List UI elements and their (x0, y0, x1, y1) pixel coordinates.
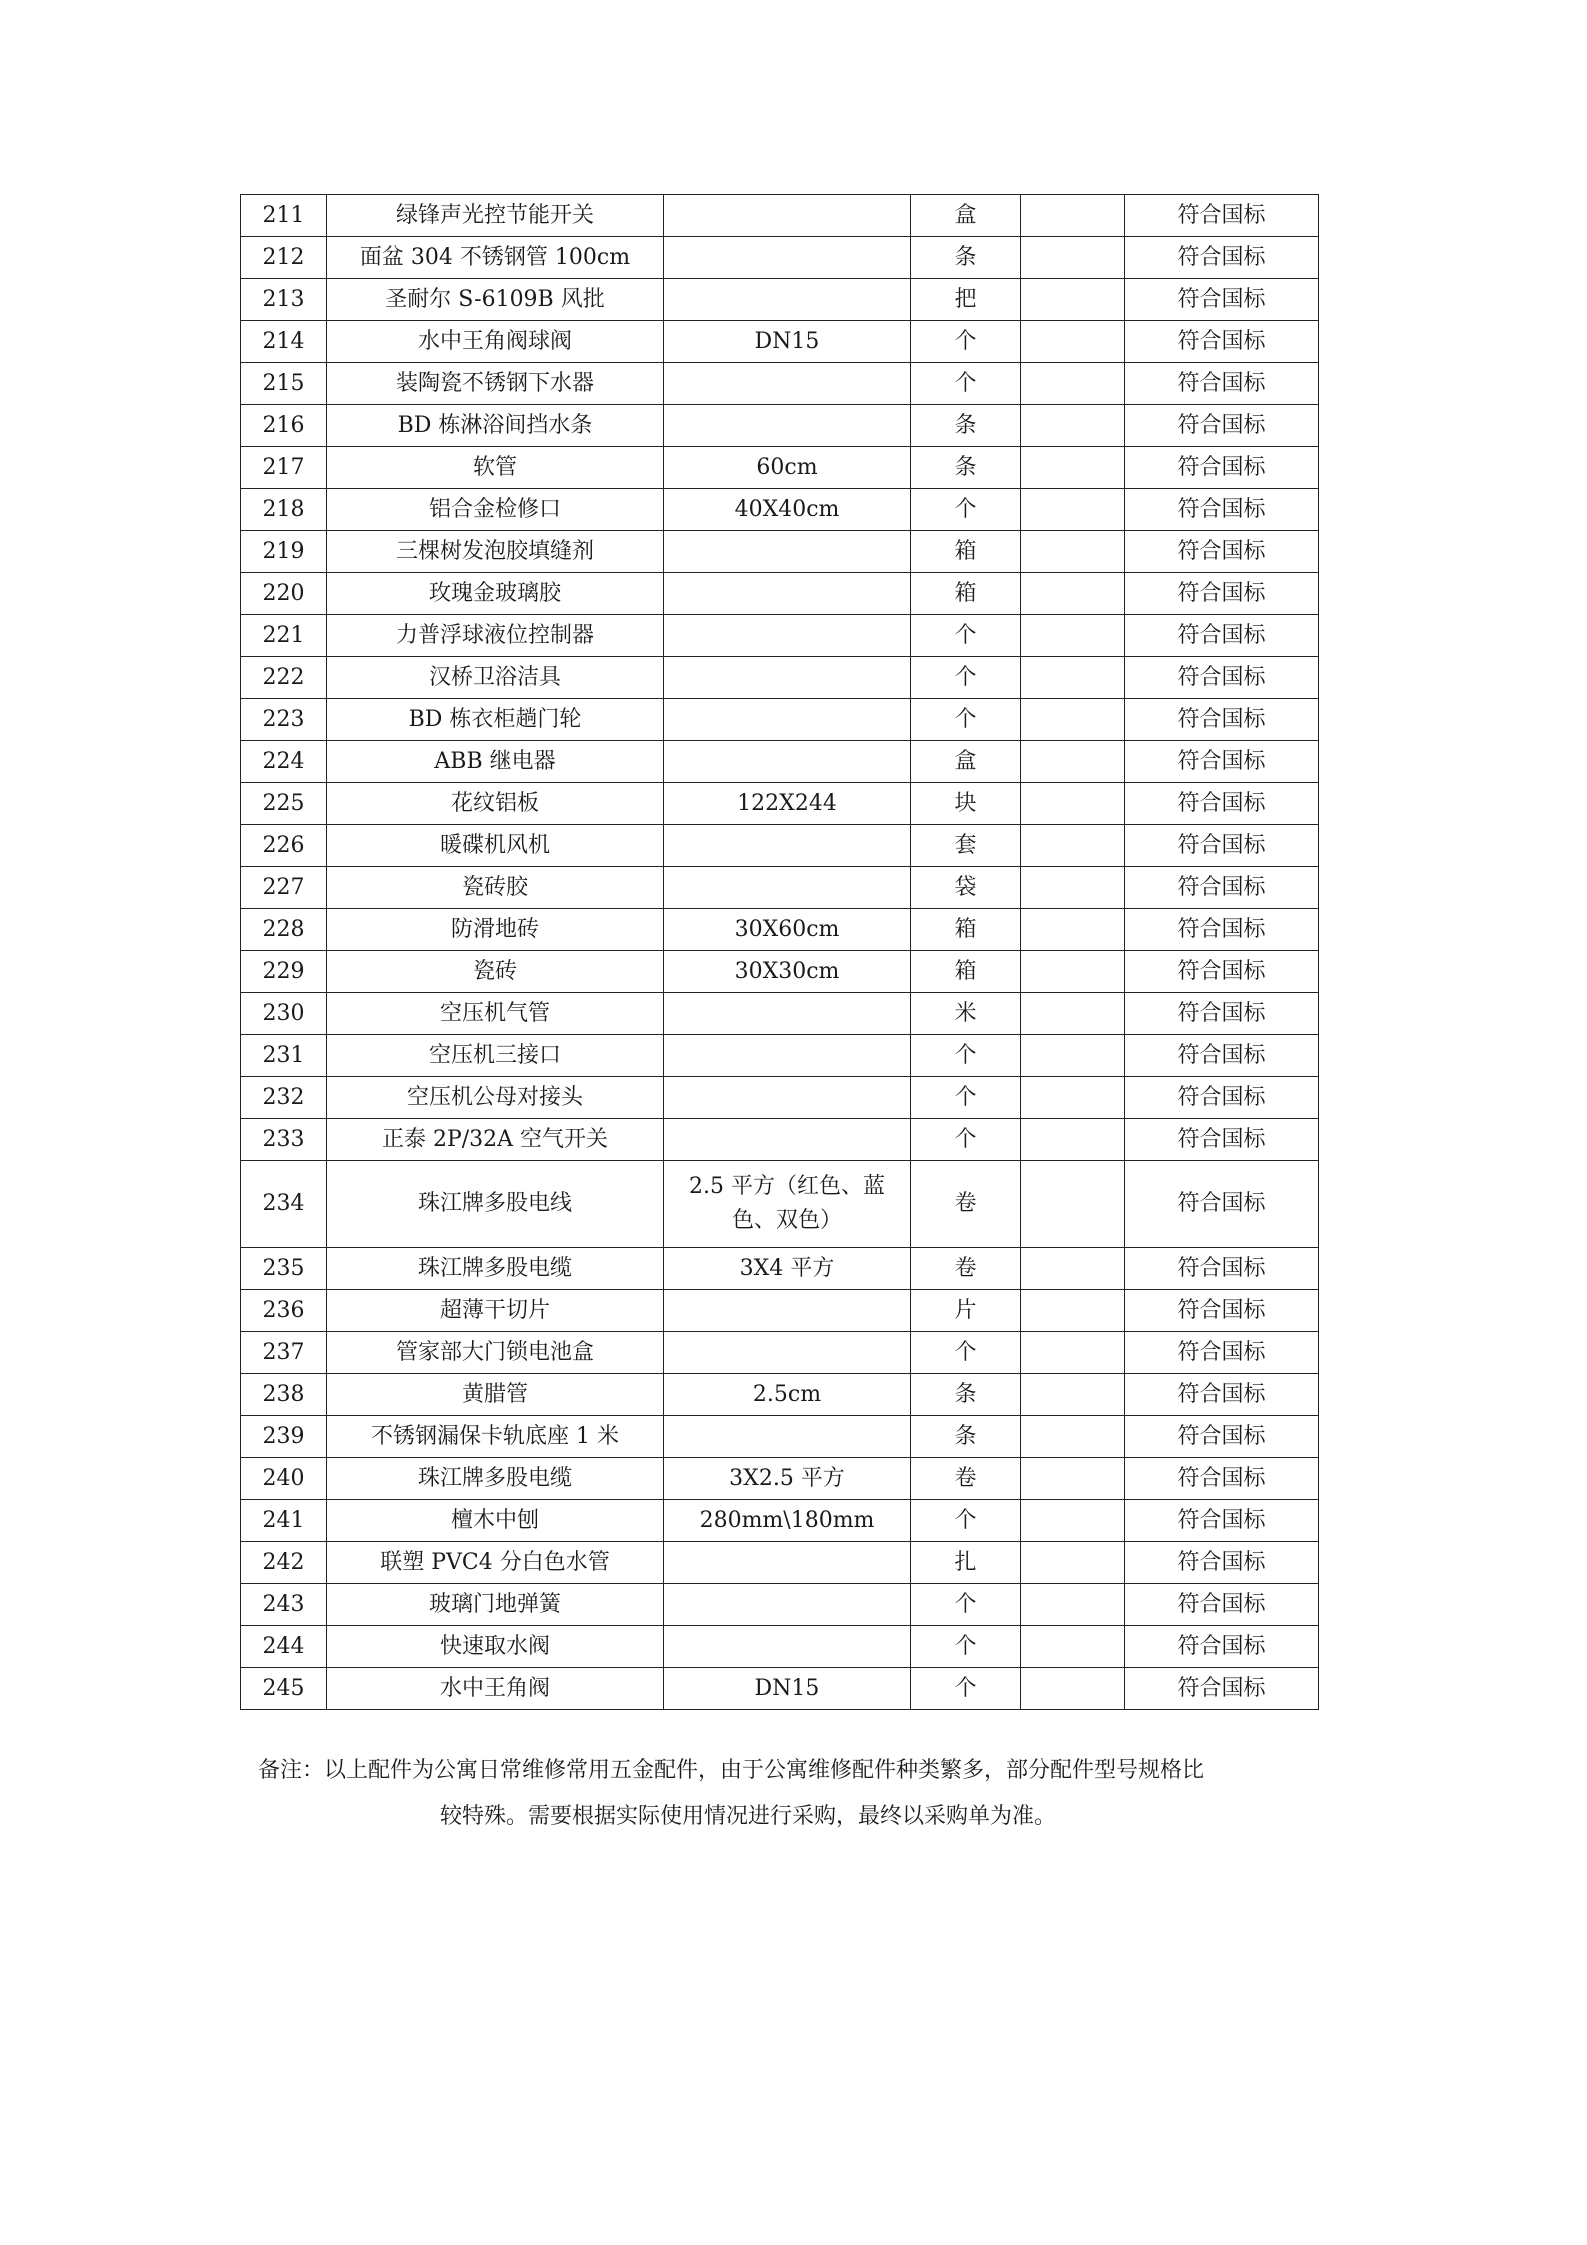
remarks-line-1: 备注：以上配件为公寓日常维修常用五金配件，由于公寓维修配件种类繁多，部分配件型号规格比 (258, 1758, 1205, 1783)
item-name: BD 栋淋浴间挡水条 (327, 405, 664, 447)
item-quantity (1021, 489, 1125, 531)
table-row (241, 531, 1319, 573)
item-name: 防滑地砖 (327, 909, 664, 951)
item-spec (664, 699, 911, 741)
item-unit: 米 (911, 993, 1021, 1035)
item-standard: 符合国标 (1125, 405, 1319, 447)
item-quantity (1021, 573, 1125, 615)
item-unit: 块 (911, 783, 1021, 825)
table-row (241, 363, 1319, 405)
item-standard: 符合国标 (1125, 573, 1319, 615)
item-quantity (1021, 1416, 1125, 1458)
item-quantity (1021, 909, 1125, 951)
item-quantity (1021, 1290, 1125, 1332)
item-quantity (1021, 825, 1125, 867)
item-standard: 符合国标 (1125, 1248, 1319, 1290)
item-name: 圣耐尔 S-6109B 风批 (327, 279, 664, 321)
item-name: 水中王角阀球阀 (327, 321, 664, 363)
item-quantity (1021, 405, 1125, 447)
item-quantity (1021, 615, 1125, 657)
parts-table-body (241, 195, 1319, 1710)
item-unit: 条 (911, 237, 1021, 279)
table-row (241, 447, 1319, 489)
item-number: 243 (241, 1584, 327, 1626)
item-standard: 符合国标 (1125, 195, 1319, 237)
item-number: 217 (241, 447, 327, 489)
item-quantity (1021, 1626, 1125, 1668)
item-number: 242 (241, 1542, 327, 1584)
item-quantity (1021, 531, 1125, 573)
item-standard: 符合国标 (1125, 237, 1319, 279)
item-standard: 符合国标 (1125, 1668, 1319, 1710)
item-standard: 符合国标 (1125, 783, 1319, 825)
item-quantity (1021, 1161, 1125, 1248)
item-quantity (1021, 1374, 1125, 1416)
item-name: 不锈钢漏保卡轨底座 1 米 (327, 1416, 664, 1458)
item-unit: 卷 (911, 1458, 1021, 1500)
table-row (241, 1248, 1319, 1290)
item-standard: 符合国标 (1125, 1290, 1319, 1332)
item-number: 236 (241, 1290, 327, 1332)
item-unit: 个 (911, 1332, 1021, 1374)
item-quantity (1021, 1077, 1125, 1119)
item-standard: 符合国标 (1125, 279, 1319, 321)
item-spec (664, 531, 911, 573)
table-row (241, 867, 1319, 909)
item-standard: 符合国标 (1125, 993, 1319, 1035)
item-spec (664, 1584, 911, 1626)
item-unit: 个 (911, 321, 1021, 363)
item-unit: 袋 (911, 867, 1021, 909)
item-unit: 条 (911, 1374, 1021, 1416)
item-standard: 符合国标 (1125, 951, 1319, 993)
item-quantity (1021, 1119, 1125, 1161)
table-row (241, 489, 1319, 531)
item-spec: 2.5cm (664, 1374, 911, 1416)
item-quantity (1021, 1035, 1125, 1077)
item-unit: 个 (911, 1500, 1021, 1542)
item-standard: 符合国标 (1125, 1374, 1319, 1416)
item-quantity (1021, 1500, 1125, 1542)
item-spec (664, 1542, 911, 1584)
item-spec: 280mm\180mm (664, 1500, 911, 1542)
item-number: 235 (241, 1248, 327, 1290)
table-row (241, 1542, 1319, 1584)
item-quantity (1021, 741, 1125, 783)
item-spec (664, 1416, 911, 1458)
item-standard: 符合国标 (1125, 1161, 1319, 1248)
item-number: 222 (241, 657, 327, 699)
table-row (241, 741, 1319, 783)
item-name: 铝合金检修口 (327, 489, 664, 531)
item-standard: 符合国标 (1125, 1035, 1319, 1077)
table-row (241, 1500, 1319, 1542)
item-spec (664, 279, 911, 321)
item-number: 234 (241, 1161, 327, 1248)
item-number: 213 (241, 279, 327, 321)
item-name: 软管 (327, 447, 664, 489)
item-standard: 符合国标 (1125, 1500, 1319, 1542)
item-spec (664, 825, 911, 867)
item-unit: 个 (911, 657, 1021, 699)
item-standard: 符合国标 (1125, 867, 1319, 909)
item-name: 汉桥卫浴洁具 (327, 657, 664, 699)
item-standard: 符合国标 (1125, 489, 1319, 531)
item-unit: 把 (911, 279, 1021, 321)
parts-table (240, 194, 1319, 1710)
item-standard: 符合国标 (1125, 615, 1319, 657)
item-name: 三棵树发泡胶填缝剂 (327, 531, 664, 573)
table-row (241, 825, 1319, 867)
table-row (241, 1374, 1319, 1416)
table-row (241, 573, 1319, 615)
item-name: ABB 继电器 (327, 741, 664, 783)
item-name: 瓷砖胶 (327, 867, 664, 909)
item-quantity (1021, 867, 1125, 909)
item-standard: 符合国标 (1125, 909, 1319, 951)
item-quantity (1021, 195, 1125, 237)
item-standard: 符合国标 (1125, 741, 1319, 783)
item-unit: 箱 (911, 531, 1021, 573)
item-name: 珠江牌多股电线 (327, 1161, 664, 1248)
item-unit: 个 (911, 699, 1021, 741)
table-row (241, 321, 1319, 363)
item-standard: 符合国标 (1125, 699, 1319, 741)
item-quantity (1021, 1458, 1125, 1500)
item-spec: 40X40cm (664, 489, 911, 531)
item-unit: 个 (911, 363, 1021, 405)
table-row (241, 279, 1319, 321)
item-quantity (1021, 447, 1125, 489)
item-name: 瓷砖 (327, 951, 664, 993)
table-row (241, 783, 1319, 825)
item-quantity (1021, 951, 1125, 993)
item-number: 221 (241, 615, 327, 657)
item-quantity (1021, 1542, 1125, 1584)
item-unit: 个 (911, 1626, 1021, 1668)
table-row (241, 1035, 1319, 1077)
item-spec (664, 741, 911, 783)
table-row (241, 1077, 1319, 1119)
item-standard: 符合国标 (1125, 321, 1319, 363)
item-name: 珠江牌多股电缆 (327, 1248, 664, 1290)
item-spec (664, 1035, 911, 1077)
table-row (241, 657, 1319, 699)
item-number: 218 (241, 489, 327, 531)
item-number: 238 (241, 1374, 327, 1416)
item-number: 226 (241, 825, 327, 867)
item-name: 空压机三接口 (327, 1035, 664, 1077)
item-number: 227 (241, 867, 327, 909)
table-row (241, 699, 1319, 741)
item-spec (664, 1077, 911, 1119)
table-row (241, 405, 1319, 447)
item-name: 花纹铝板 (327, 783, 664, 825)
remarks-note (240, 1748, 1318, 1840)
item-standard: 符合国标 (1125, 1077, 1319, 1119)
item-number: 215 (241, 363, 327, 405)
table-row (241, 909, 1319, 951)
item-name: 珠江牌多股电缆 (327, 1458, 664, 1500)
item-spec (664, 363, 911, 405)
item-name: 黄腊管 (327, 1374, 664, 1416)
item-number: 223 (241, 699, 327, 741)
item-spec (664, 195, 911, 237)
item-quantity (1021, 1584, 1125, 1626)
item-unit: 个 (911, 1119, 1021, 1161)
item-name: BD 栋衣柜趟门轮 (327, 699, 664, 741)
item-spec (664, 573, 911, 615)
item-number: 229 (241, 951, 327, 993)
item-standard: 符合国标 (1125, 531, 1319, 573)
table-row (241, 1290, 1319, 1332)
item-standard: 符合国标 (1125, 657, 1319, 699)
item-spec (664, 1119, 911, 1161)
table-row (241, 951, 1319, 993)
item-spec (664, 237, 911, 279)
item-unit: 卷 (911, 1161, 1021, 1248)
item-number: 240 (241, 1458, 327, 1500)
item-spec: 30X60cm (664, 909, 911, 951)
table-row (241, 1332, 1319, 1374)
item-number: 244 (241, 1626, 327, 1668)
item-name: 正泰 2P/32A 空气开关 (327, 1119, 664, 1161)
item-unit: 卷 (911, 1248, 1021, 1290)
item-name: 联塑 PVC4 分白色水管 (327, 1542, 664, 1584)
item-unit: 箱 (911, 909, 1021, 951)
item-name: 水中王角阀 (327, 1668, 664, 1710)
item-number: 230 (241, 993, 327, 1035)
item-name: 装陶瓷不锈钢下水器 (327, 363, 664, 405)
item-name: 空压机气管 (327, 993, 664, 1035)
item-number: 224 (241, 741, 327, 783)
table-row (241, 1626, 1319, 1668)
item-spec (664, 993, 911, 1035)
item-standard: 符合国标 (1125, 1542, 1319, 1584)
table-row (241, 993, 1319, 1035)
item-quantity (1021, 1332, 1125, 1374)
item-unit: 片 (911, 1290, 1021, 1332)
item-number: 233 (241, 1119, 327, 1161)
item-unit: 个 (911, 489, 1021, 531)
item-number: 241 (241, 1500, 327, 1542)
item-quantity (1021, 1248, 1125, 1290)
item-number: 239 (241, 1416, 327, 1458)
item-unit: 盒 (911, 195, 1021, 237)
item-standard: 符合国标 (1125, 447, 1319, 489)
item-unit: 盒 (911, 741, 1021, 783)
item-standard: 符合国标 (1125, 1416, 1319, 1458)
item-name: 玻璃门地弹簧 (327, 1584, 664, 1626)
table-row (241, 1458, 1319, 1500)
item-standard: 符合国标 (1125, 1458, 1319, 1500)
item-number: 225 (241, 783, 327, 825)
item-spec (664, 657, 911, 699)
item-spec: DN15 (664, 1668, 911, 1710)
item-name: 力普浮球液位控制器 (327, 615, 664, 657)
item-quantity (1021, 321, 1125, 363)
item-unit: 套 (911, 825, 1021, 867)
table-row (241, 1161, 1319, 1248)
item-spec (664, 1626, 911, 1668)
item-spec: 60cm (664, 447, 911, 489)
item-unit: 个 (911, 1077, 1021, 1119)
item-standard: 符合国标 (1125, 825, 1319, 867)
table-row (241, 195, 1319, 237)
item-unit: 条 (911, 1416, 1021, 1458)
item-spec: DN15 (664, 321, 911, 363)
item-spec (664, 1332, 911, 1374)
item-number: 228 (241, 909, 327, 951)
item-standard: 符合国标 (1125, 363, 1319, 405)
item-name: 玫瑰金玻璃胶 (327, 573, 664, 615)
item-spec: 122X244 (664, 783, 911, 825)
item-name: 暖碟机风机 (327, 825, 664, 867)
item-name: 檀木中刨 (327, 1500, 664, 1542)
item-number: 237 (241, 1332, 327, 1374)
item-unit: 个 (911, 1668, 1021, 1710)
table-row (241, 237, 1319, 279)
item-number: 219 (241, 531, 327, 573)
table-row (241, 1416, 1319, 1458)
item-spec (664, 405, 911, 447)
item-name: 快速取水阀 (327, 1626, 664, 1668)
item-unit: 箱 (911, 573, 1021, 615)
item-standard: 符合国标 (1125, 1584, 1319, 1626)
item-name: 面盆 304 不锈钢管 100cm (327, 237, 664, 279)
item-spec: 3X4 平方 (664, 1248, 911, 1290)
table-row (241, 1668, 1319, 1710)
item-number: 216 (241, 405, 327, 447)
item-name: 空压机公母对接头 (327, 1077, 664, 1119)
item-quantity (1021, 363, 1125, 405)
item-name: 管家部大门锁电池盒 (327, 1332, 664, 1374)
item-quantity (1021, 993, 1125, 1035)
item-number: 232 (241, 1077, 327, 1119)
item-standard: 符合国标 (1125, 1119, 1319, 1161)
item-quantity (1021, 657, 1125, 699)
item-spec (664, 867, 911, 909)
item-unit: 个 (911, 615, 1021, 657)
item-spec: 3X2.5 平方 (664, 1458, 911, 1500)
item-number: 220 (241, 573, 327, 615)
item-standard: 符合国标 (1125, 1626, 1319, 1668)
table-row (241, 1119, 1319, 1161)
item-spec: 30X30cm (664, 951, 911, 993)
item-quantity (1021, 279, 1125, 321)
item-quantity (1021, 1668, 1125, 1710)
item-unit: 个 (911, 1584, 1021, 1626)
item-name: 绿锋声光控节能开关 (327, 195, 664, 237)
item-spec: 2.5 平方（红色、蓝色、双色） (664, 1161, 911, 1248)
item-quantity (1021, 237, 1125, 279)
table-row (241, 1584, 1319, 1626)
item-quantity (1021, 699, 1125, 741)
item-name: 超薄干切片 (327, 1290, 664, 1332)
item-number: 212 (241, 237, 327, 279)
item-spec (664, 1290, 911, 1332)
item-number: 214 (241, 321, 327, 363)
item-unit: 扎 (911, 1542, 1021, 1584)
item-standard: 符合国标 (1125, 1332, 1319, 1374)
item-number: 211 (241, 195, 327, 237)
item-number: 231 (241, 1035, 327, 1077)
item-spec (664, 615, 911, 657)
item-unit: 条 (911, 405, 1021, 447)
item-unit: 条 (911, 447, 1021, 489)
item-quantity (1021, 783, 1125, 825)
item-number: 245 (241, 1668, 327, 1710)
item-unit: 个 (911, 1035, 1021, 1077)
table-row (241, 615, 1319, 657)
item-unit: 箱 (911, 951, 1021, 993)
remarks-line-2: 较特殊。需要根据实际使用情况进行采购，最终以采购单为准。 (440, 1804, 1057, 1829)
